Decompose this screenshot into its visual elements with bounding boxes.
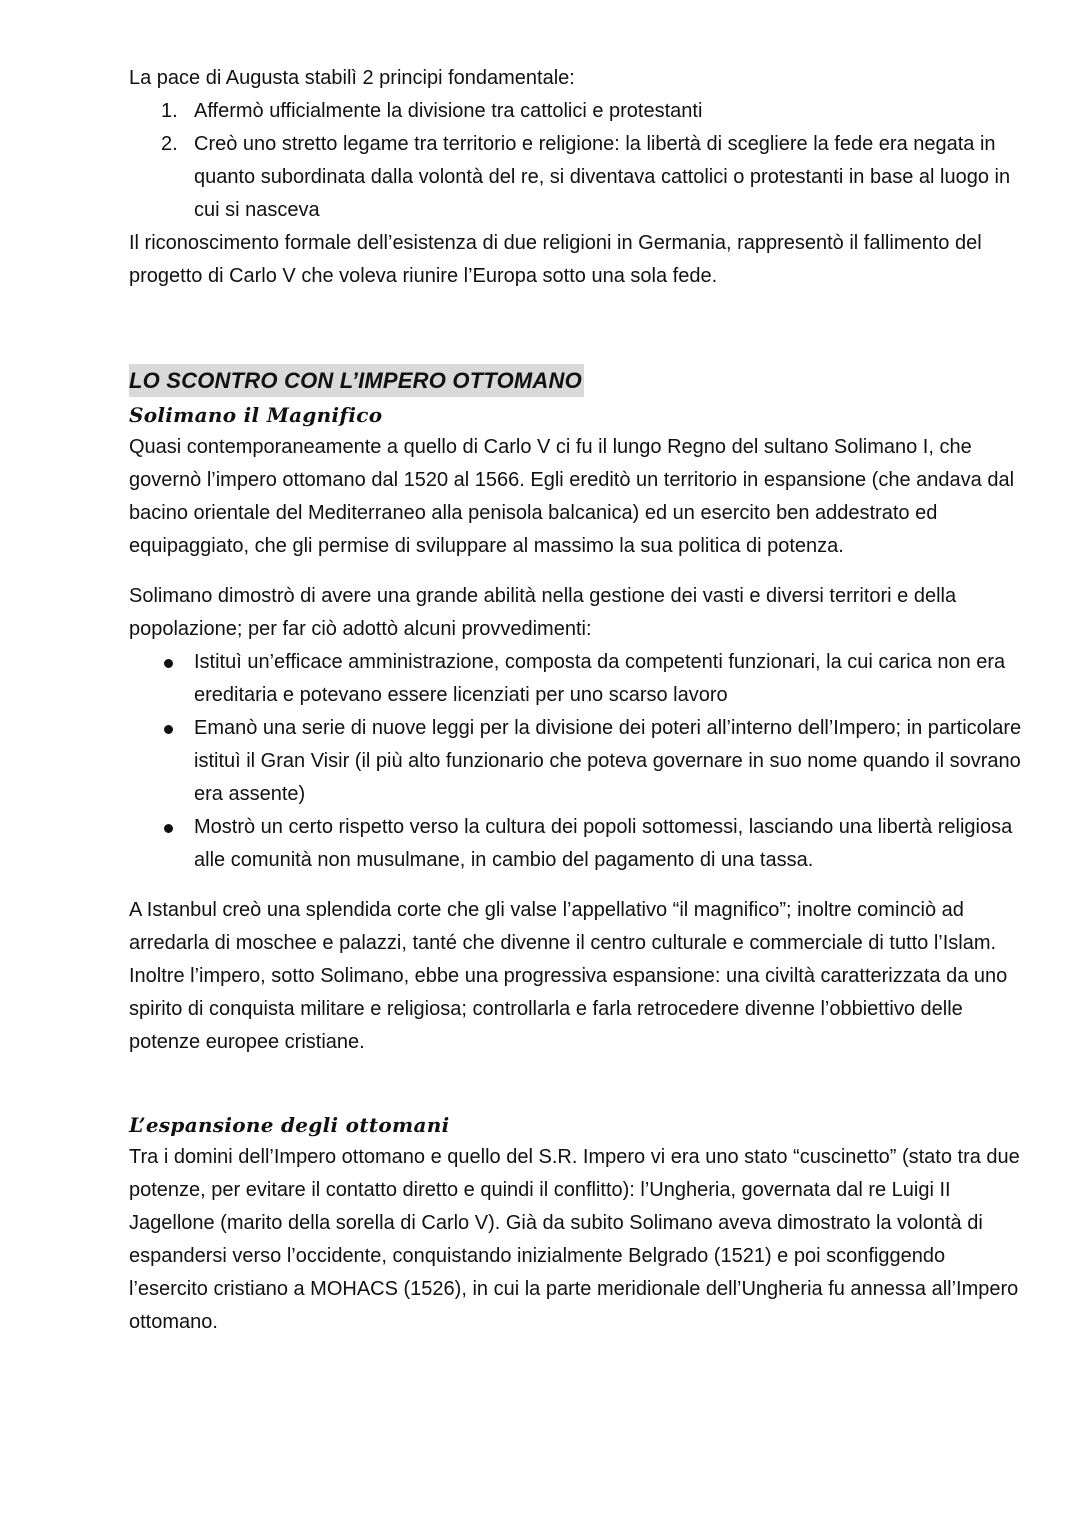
list-number: 1. xyxy=(161,100,178,122)
paragraph: Quasi contemporaneamente a quello di Carlo V ci fu il lungo Regno del sultano Solimano I, che governò l’impero ottomano dal 1520 al 1566. Egli ereditò un territorio in espansione (che andava dal bacino orientale del Mediterraneo alla penisola balcanica) ed un esercito ben addestrato ed equipaggiato, che gli permise di sviluppare al massimo la sua politica di potenza. xyxy=(129,436,1015,557)
list-item-text: Mostrò un certo rispetto verso la cultura dei popoli sottomessi, lasciando una libertà religiosa alle comunità non musulmane, in cambio del pagamento di una tassa. xyxy=(194,816,1013,871)
measures-list xyxy=(129,646,1029,877)
subheading-solimano: Solimano il Magnifico xyxy=(129,403,383,427)
list-item xyxy=(129,128,1029,227)
bullet-icon xyxy=(164,725,173,734)
principles-list xyxy=(129,95,1029,227)
list-item-text: Affermò ufficialmente la divisione tra cattolici e protestanti xyxy=(194,100,703,122)
list-item xyxy=(129,712,1029,811)
list-item xyxy=(129,811,1029,877)
intro-conclusion: Il riconoscimento formale dell’esistenza di due religioni in Germania, rappresentò il fallimento del progetto di Carlo V che voleva riunire l’Europa sotto una sola fede. xyxy=(129,232,982,287)
section-heading xyxy=(129,360,1029,399)
bullet-icon xyxy=(164,824,173,833)
document-page xyxy=(129,62,1029,1339)
subheading-espansione: L’espansione degli ottomani xyxy=(129,1113,450,1137)
list-item-text: Istituì un’efficace amministrazione, composta da competenti funzionari, la cui carica non era ereditaria e potevano essere licenziati per uno scarso lavoro xyxy=(194,651,1006,706)
paragraph: Solimano dimostrò di avere una grande abilità nella gestione dei vasti e diversi territori e della popolazione; per far ciò adottò alcuni provvedimenti: xyxy=(129,585,957,640)
paragraph: A Istanbul creò una splendida corte che gli valse l’appellativo “il magnifico”; inoltre cominciò ad arredarla di moschee e palazzi, tanté che divenne il centro culturale e commerciale di tutto l’Islam. Inoltre l’impero, sotto Solimano, ebbe una progressiva espansione: una civiltà caratterizzata da uno spirito di conquista militare e religiosa; controllarla e farla retrocedere divenne l’obbiettivo delle potenze europee cristiane. xyxy=(129,899,1008,1053)
paragraph: Tra i domini dell’Impero ottomano e quello del S.R. Impero vi era uno stato “cuscinetto” (stato tra due potenze, per evitare il contatto diretto e quindi il conflitto): l’Ungheria, governata dal re Luigi II Jagellone (marito della sorella di Carlo V). Già da subito Solimano aveva dimostrato la volontà di espandersi verso l’occidente, conquistando inizialmente Belgrado (1521) e poi sconfiggendo l’esercito cristiano a MOHACS (1526), in cui la parte meridionale dell’Ungheria fu annessa all’Impero ottomano. xyxy=(129,1146,1020,1333)
intro-lead: La pace di Augusta stabilì 2 principi fondamentale: xyxy=(129,67,575,89)
list-number: 2. xyxy=(161,133,178,155)
bullet-icon xyxy=(164,659,173,668)
list-item-text: Creò uno stretto legame tra territorio e religione: la libertà di scegliere la fede era negata in quanto subordinata dalla volontà del re, si diventava cattolici o protestanti in base al luogo in cui si nasceva xyxy=(194,133,1011,221)
list-item xyxy=(129,646,1029,712)
list-item xyxy=(129,95,1029,128)
section-title: LO SCONTRO CON L’IMPERO OTTOMANO xyxy=(129,364,584,397)
list-item-text: Emanò una serie di nuove leggi per la divisione dei poteri all’interno dell’Impero; in particolare istituì il Gran Visir (il più alto funzionario che poteva governare in suo nome quando il sovrano era assente) xyxy=(194,717,1022,805)
